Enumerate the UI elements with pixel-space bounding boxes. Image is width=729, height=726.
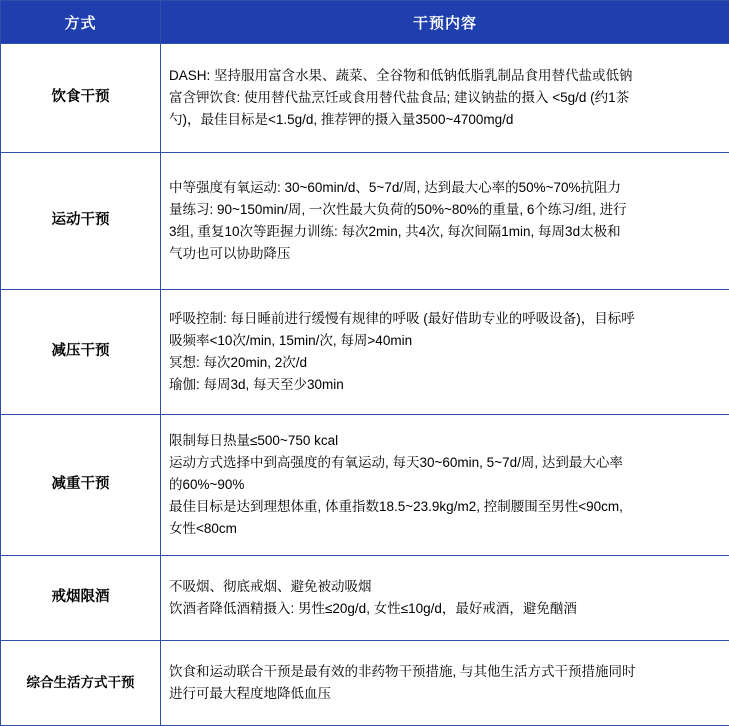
table-row [1, 290, 729, 415]
content-line: 运动方式选择中到高强度的有氧运动, 每天30~60min, 5~7d/周, 达到最大心率 [169, 452, 719, 474]
table-header-row [1, 1, 729, 44]
content-line: 吸频率<10次/min, 15min/次, 每周>40min [169, 330, 719, 352]
row-content-stress [161, 290, 729, 415]
table-row [1, 556, 729, 641]
table-row [1, 415, 729, 556]
table-row [1, 153, 729, 290]
table-row [1, 44, 729, 153]
content-line: 限制每日热量≤500~750 kcal [169, 430, 719, 452]
row-content-diet [161, 44, 729, 153]
row-content-smoking-alcohol [161, 556, 729, 641]
row-method-exercise: 运动干预 [1, 153, 161, 290]
table-row [1, 641, 729, 726]
content-line: 呼吸控制: 每日睡前进行缓慢有规律的呼吸 (最好借助专业的呼吸设备)，目标呼 [169, 308, 719, 330]
content-line: DASH: 坚持服用富含水果、蔬菜、全谷物和低钠低脂乳制品食用替代盐或低钠 [169, 65, 719, 87]
row-content-weight [161, 415, 729, 556]
row-method-comprehensive: 综合生活方式干预 [1, 641, 161, 726]
table-body [1, 44, 729, 726]
content-line: 饮酒者降低酒精摄入: 男性≤20g/d, 女性≤10g/d，最好戒酒，避免酗酒 [169, 598, 719, 620]
content-line: 量练习: 90~150min/周, 一次性最大负荷的50%~80%的重量, 6个练习/组, 进行 [169, 199, 719, 221]
content-line: 瑜伽: 每周3d, 每天至少30min [169, 374, 719, 396]
content-line: 勺)，最佳目标是<1.5g/d, 推荐钾的摄入量3500~4700mg/d [169, 109, 719, 131]
content-line: 气功也可以协助降压 [169, 243, 719, 265]
table-header [1, 1, 729, 44]
row-method-stress: 减压干预 [1, 290, 161, 415]
column-header-method: 方式 [1, 1, 161, 44]
content-line: 女性<80cm [169, 518, 719, 540]
row-method-smoking-alcohol: 戒烟限酒 [1, 556, 161, 641]
row-method-weight: 减重干预 [1, 415, 161, 556]
content-line: 冥想: 每次20min, 2次/d [169, 352, 719, 374]
row-content-comprehensive [161, 641, 729, 726]
content-line: 不吸烟、彻底戒烟、避免被动吸烟 [169, 576, 719, 598]
content-line: 的60%~90% [169, 474, 719, 496]
content-line: 富含钾饮食: 使用替代盐烹饪或食用替代盐食品; 建议钠盐的摄入 <5g/d (约1茶 [169, 87, 719, 109]
content-line: 进行可最大程度地降低血压 [169, 683, 719, 705]
content-line: 饮食和运动联合干预是最有效的非药物干预措施, 与其他生活方式干预措施同时 [169, 661, 719, 683]
content-line: 最佳目标是达到理想体重, 体重指数18.5~23.9kg/m2, 控制腰围至男性<90cm, [169, 496, 719, 518]
content-line: 中等强度有氧运动: 30~60min/d、5~7d/周, 达到最大心率的50%~70%抗阻力 [169, 177, 719, 199]
row-content-exercise [161, 153, 729, 290]
content-line: 3组, 重复10次等距握力训练: 每次2min, 共4次, 每次间隔1min, 每周3d太极和 [169, 221, 719, 243]
row-method-diet: 饮食干预 [1, 44, 161, 153]
column-header-content: 干预内容 [161, 1, 729, 44]
